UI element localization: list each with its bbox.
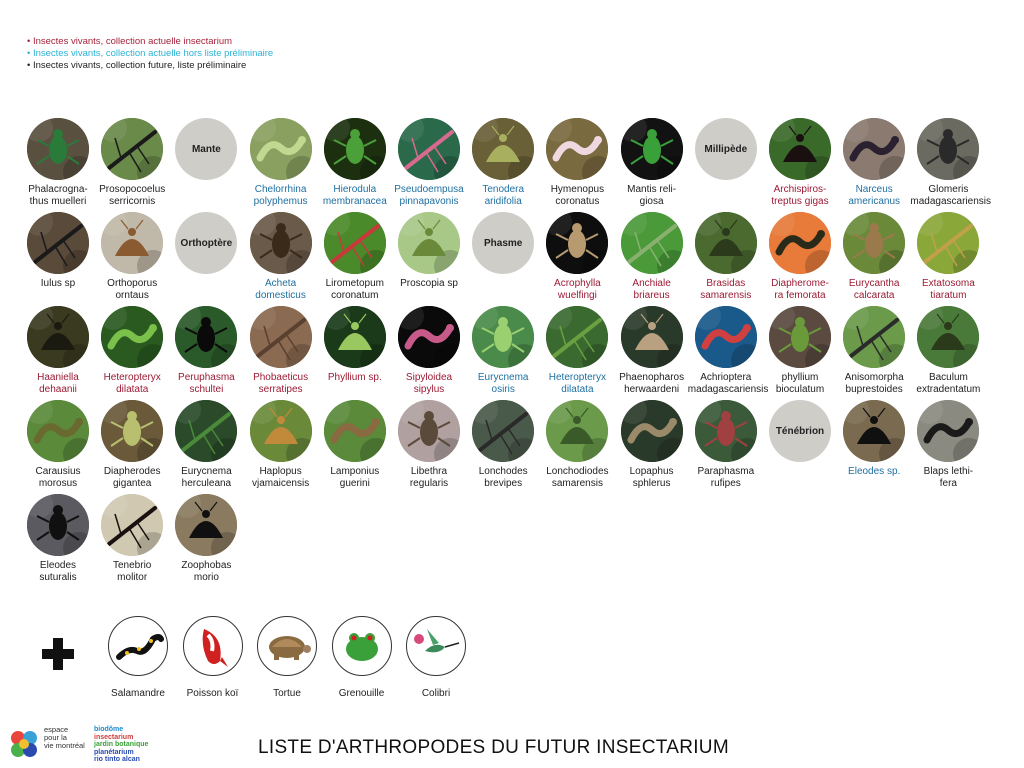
species-photo-art [398, 118, 460, 180]
species-photo [324, 212, 386, 274]
species-label: Phalacrogna- thus muelleri [28, 184, 88, 207]
species-label: Proscopia sp [400, 278, 458, 289]
species-label: Eurycantha calcarata [848, 278, 900, 301]
species-photo [843, 212, 905, 274]
hummingbird-icon [406, 616, 466, 676]
species-label: phyllium bioculatum [775, 372, 825, 395]
species-photo [27, 306, 89, 368]
species-photo [621, 306, 683, 368]
species-label: Blaps lethi- fera [923, 466, 974, 489]
logo-line-2: pour la [44, 733, 67, 742]
species-label: Phyllium sp. [327, 372, 382, 383]
species-cell [910, 118, 991, 210]
species-label: Archispiros- treptus gigas [771, 184, 829, 207]
extras-section [0, 610, 1024, 710]
species-label: Achrioptera madagascariensis [687, 372, 769, 395]
page-title: LISTE D'ARTHROPODES DU FUTUR INSECTARIUM [258, 737, 729, 758]
species-photo-art [27, 494, 89, 556]
species-label: Baculum extradentatum [916, 372, 981, 395]
frog-icon [332, 616, 392, 676]
species-label: Hymenopus coronatus [550, 184, 605, 207]
species-photo-art [101, 494, 163, 556]
species-photo [917, 400, 979, 462]
species-label: Lonchodiodes samarensis [546, 466, 609, 489]
species-label: Glomeris madagascariensis [910, 184, 991, 207]
species-photo [621, 212, 683, 274]
category-cell [168, 212, 244, 304]
species-photo [472, 306, 534, 368]
species-photo-art [843, 118, 905, 180]
species-label: Lonchodes brevipes [478, 466, 528, 489]
species-photo-art [917, 306, 979, 368]
species-photo-art [917, 400, 979, 462]
logo-institution: planétarium [94, 748, 134, 756]
extra-animal-label: Colibri [421, 688, 451, 699]
species-photo [843, 400, 905, 462]
species-photo-art [621, 118, 683, 180]
logo-institution: biodôme [94, 726, 124, 733]
species-cell [94, 118, 170, 210]
species-label: Acrophylla wuelfingi [554, 278, 601, 301]
species-cell [391, 400, 467, 492]
salamander-icon [108, 616, 168, 676]
species-photo-art [250, 118, 312, 180]
species-cell [391, 118, 467, 210]
species-cell [836, 118, 912, 210]
category-cell [465, 212, 541, 304]
extra-animal-cell [173, 616, 253, 699]
legend [27, 36, 273, 72]
species-cell [539, 212, 615, 304]
category-badge: Mante [175, 118, 237, 180]
species-cell [910, 212, 986, 304]
koi-fish-icon [183, 616, 243, 676]
species-photo-art [843, 306, 905, 368]
species-cell [243, 400, 319, 492]
species-photo-art [843, 400, 905, 462]
species-cell [20, 400, 96, 492]
species-photo [621, 400, 683, 462]
extra-animal-cell [247, 616, 327, 699]
species-label: Tenebrio molitor [113, 560, 152, 583]
species-photo [695, 212, 757, 274]
species-cell [762, 118, 838, 210]
species-photo [621, 118, 683, 180]
species-photo [101, 212, 163, 274]
category-cell [168, 118, 244, 210]
species-label: Hierodula membranacea [322, 184, 387, 207]
species-photo [843, 118, 905, 180]
species-cell [317, 118, 393, 210]
species-cell [317, 306, 393, 398]
species-photo-art [324, 118, 386, 180]
logo-flower-icon [6, 726, 42, 762]
species-photo [101, 306, 163, 368]
species-photo [101, 494, 163, 556]
species-label: Narceus americanus [848, 184, 901, 207]
species-photo [250, 118, 312, 180]
species-cell [688, 212, 764, 304]
species-photo-art [546, 118, 608, 180]
species-photo-art [398, 212, 460, 274]
species-cell [20, 494, 96, 586]
species-photo [27, 212, 89, 274]
species-photo-art [472, 306, 534, 368]
extra-animal-label: Grenouille [338, 688, 385, 699]
species-photo [917, 118, 979, 180]
species-photo-art [546, 212, 608, 274]
logo-institution: insectarium [94, 733, 134, 741]
species-photo-art [324, 212, 386, 274]
species-label: Heteropteryx dilatata [548, 372, 607, 395]
species-photo-art [27, 306, 89, 368]
species-photo-art [101, 400, 163, 462]
species-photo-art [621, 306, 683, 368]
species-cell [94, 212, 170, 304]
category-badge: Millipède [695, 118, 757, 180]
species-photo-art [917, 118, 979, 180]
species-photo-art [621, 400, 683, 462]
species-cell [391, 212, 467, 304]
species-label: Diapherodes gigantea [103, 466, 161, 489]
species-label: Zoophobas morio [181, 560, 232, 583]
species-label: Anisomorpha buprestoides [844, 372, 904, 395]
species-cell [539, 400, 615, 492]
species-label: Iulus sp [40, 278, 76, 289]
species-label: Prosopocoelus serricornis [99, 184, 166, 207]
species-photo [398, 306, 460, 368]
species-cell [762, 212, 838, 304]
species-photo [472, 118, 534, 180]
species-label: Eleodes suturalis [39, 560, 77, 583]
species-label: Haaniella dehaanii [37, 372, 79, 395]
species-photo [324, 118, 386, 180]
species-photo [175, 400, 237, 462]
species-photo-art [769, 118, 831, 180]
species-label: Mantis reli- giosa [627, 184, 677, 207]
species-photo-art [324, 306, 386, 368]
species-photo-art [324, 400, 386, 462]
species-photo [27, 118, 89, 180]
species-label: Orthoporus orntaus [107, 278, 158, 301]
species-cell [836, 400, 912, 492]
category-badge: Ténébrion [769, 400, 831, 462]
species-photo [175, 494, 237, 556]
species-cell [168, 306, 244, 398]
species-photo [769, 118, 831, 180]
species-photo-art [472, 400, 534, 462]
species-cell [317, 212, 393, 304]
species-cell [465, 118, 541, 210]
species-photo [769, 212, 831, 274]
extra-animal-cell [98, 616, 178, 699]
species-photo [175, 306, 237, 368]
species-cell [391, 306, 467, 398]
species-photo-art [546, 306, 608, 368]
species-label: Phaenopharos herwaardeni [619, 372, 685, 395]
species-label: Paraphasma rufipes [697, 466, 755, 489]
legend-item-current-outside: • Insectes vivants, collection actuelle hors liste préliminaire [27, 48, 274, 59]
species-photo-art [101, 306, 163, 368]
species-label: Lirometopum coronatum [325, 278, 384, 301]
species-photo-art [250, 212, 312, 274]
species-photo [250, 212, 312, 274]
species-photo-art [843, 212, 905, 274]
species-label: Chelorrhina polyphemus [253, 184, 308, 207]
species-photo [546, 118, 608, 180]
logo-institution: jardin botanique [94, 741, 149, 748]
species-label: Lopaphus sphlerus [629, 466, 674, 489]
species-photo [324, 306, 386, 368]
species-photo [917, 306, 979, 368]
plus-icon [40, 636, 76, 672]
species-label: Lamponius guerini [330, 466, 380, 489]
species-cell [539, 118, 615, 210]
species-photo-art [101, 212, 163, 274]
species-photo [324, 400, 386, 462]
extra-animal-label: Poisson koï [186, 688, 239, 699]
species-cell [465, 400, 541, 492]
extra-animal-label: Tortue [273, 688, 301, 699]
species-photo [546, 400, 608, 462]
species-photo-art [175, 400, 237, 462]
species-label: Tenodera aridifolia [482, 184, 525, 207]
species-cell [687, 306, 769, 398]
species-photo [250, 306, 312, 368]
species-cell [168, 494, 244, 586]
species-photo [546, 306, 608, 368]
species-cell [94, 306, 170, 398]
species-label: Sipyloidea sipylus [405, 372, 453, 395]
species-label: Peruphasma schultei [178, 372, 235, 395]
logo-line-1: espace [44, 725, 69, 734]
logo-institution: rio tinto alcan [94, 756, 140, 763]
species-photo [398, 212, 460, 274]
species-photo-art [250, 400, 312, 462]
species-label: Heteropteryx dilatata [103, 372, 161, 395]
legend-item-future: • Insectes vivants, collection future, liste préliminaire [27, 60, 247, 71]
species-photo-art [695, 212, 757, 274]
species-cell [539, 306, 615, 398]
species-photo-art [472, 118, 534, 180]
turtle-icon [257, 616, 317, 676]
species-cell [614, 400, 690, 492]
species-cell [20, 212, 96, 304]
species-cell [614, 306, 690, 398]
category-badge: Orthoptère [175, 212, 237, 274]
species-photo-art [769, 306, 831, 368]
species-photo-art [769, 212, 831, 274]
species-cell [614, 212, 690, 304]
species-photo [843, 306, 905, 368]
species-photo-art [27, 118, 89, 180]
species-photo-art [250, 306, 312, 368]
species-cell [614, 118, 690, 210]
species-photo [27, 400, 89, 462]
species-label: Libethra regularis [409, 466, 449, 489]
species-photo [398, 118, 460, 180]
species-cell [243, 118, 319, 210]
species-photo [695, 306, 757, 368]
species-photo-art [621, 212, 683, 274]
species-cell [243, 212, 319, 304]
species-cell [836, 212, 912, 304]
species-photo-art [917, 212, 979, 274]
species-photo [769, 306, 831, 368]
species-cell [20, 306, 96, 398]
species-label: Anchiale briareus [632, 278, 671, 301]
extra-animal-cell [396, 616, 476, 699]
species-photo-art [546, 400, 608, 462]
species-photo-art [175, 494, 237, 556]
species-label: Diapherome- ra femorata [771, 278, 829, 301]
species-label: Pseudoempusa pinnapavonis [394, 184, 464, 207]
species-photo [27, 494, 89, 556]
species-photo [250, 400, 312, 462]
species-photo [472, 400, 534, 462]
category-badge: Phasme [472, 212, 534, 274]
species-label: Brasidas samarensis [700, 278, 752, 301]
species-cell [243, 306, 319, 398]
species-photo [101, 400, 163, 462]
species-photo-art [398, 400, 460, 462]
species-label: Haplopus vjamaicensis [251, 466, 310, 489]
species-label: Carausius morosus [35, 466, 81, 489]
species-cell [910, 306, 986, 398]
species-photo [398, 400, 460, 462]
legend-item-current: • Insectes vivants, collection actuelle insectarium [27, 36, 233, 47]
category-cell [762, 400, 838, 492]
species-photo [917, 212, 979, 274]
species-label: Acheta domesticus [255, 278, 306, 301]
species-photo-art [27, 400, 89, 462]
species-grid [20, 118, 1000, 598]
species-label: Eleodes sp. [848, 466, 901, 477]
species-cell [168, 400, 244, 492]
logo-line-3: vie montréal [44, 741, 85, 750]
species-label: Extatosoma tiaratum [921, 278, 975, 301]
species-photo-art [175, 306, 237, 368]
species-cell [465, 306, 541, 398]
species-cell [762, 306, 838, 398]
species-cell [94, 400, 170, 492]
species-photo-art [695, 306, 757, 368]
species-cell [317, 400, 393, 492]
species-label: Eurycnema herculeana [181, 466, 232, 489]
species-photo [101, 118, 163, 180]
species-photo [546, 212, 608, 274]
extra-animal-label: Salamandre [111, 688, 165, 699]
species-cell [20, 118, 96, 210]
species-photo-art [695, 400, 757, 462]
espace-pour-la-vie-logo [6, 722, 166, 766]
species-cell [836, 306, 912, 398]
extra-animal-cell [322, 616, 402, 699]
species-cell [910, 400, 986, 492]
category-cell [688, 118, 764, 210]
species-photo-art [398, 306, 460, 368]
species-label: Phobaeticus serratipes [253, 372, 309, 395]
species-cell [94, 494, 170, 586]
species-photo [695, 400, 757, 462]
species-photo-art [101, 118, 163, 180]
species-label: Eurycnema osiris [477, 372, 529, 395]
species-photo-art [27, 212, 89, 274]
species-cell [688, 400, 764, 492]
